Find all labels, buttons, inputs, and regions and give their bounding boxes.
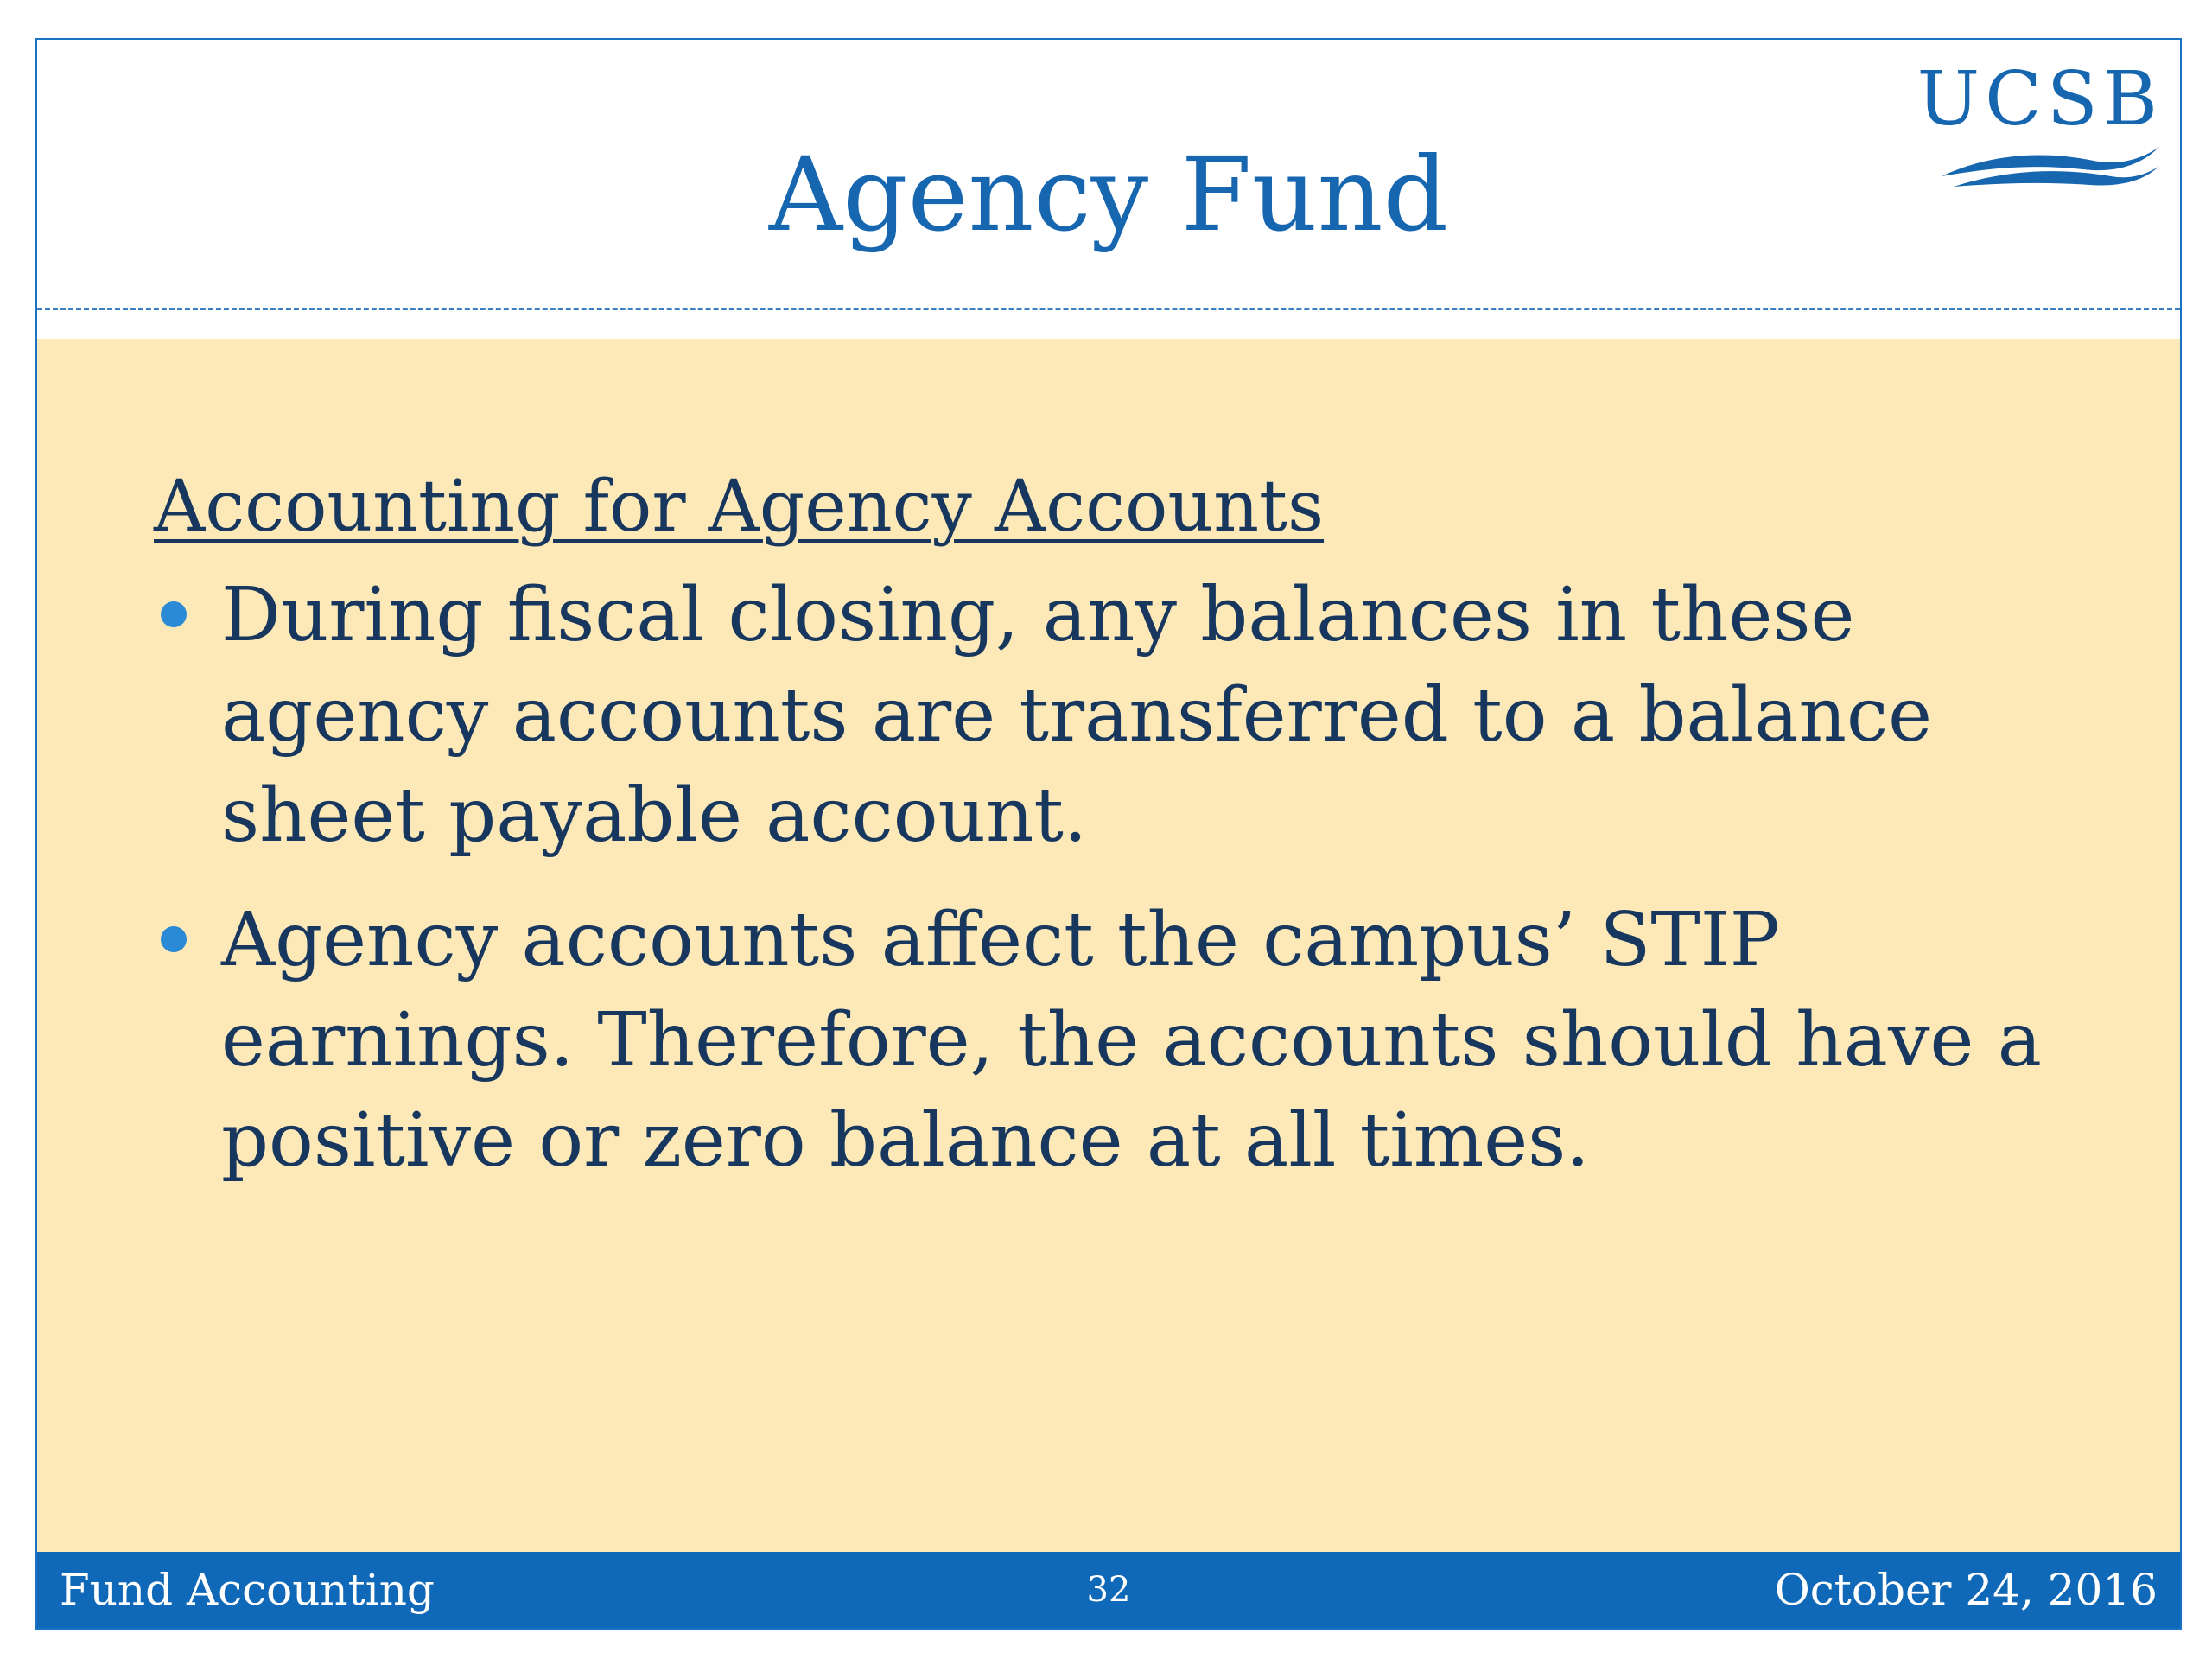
title-area xyxy=(37,40,2180,308)
footer-course-title: Fund Accounting xyxy=(60,1565,435,1615)
content-area xyxy=(37,339,2180,1593)
bullet-text: During fiscal closing, any balances in these agency accounts are transferred to a balance sheet payable account. xyxy=(221,572,1933,859)
bullet-icon xyxy=(161,926,187,952)
footer-date: October 24, 2016 xyxy=(1774,1565,2158,1615)
bullet-icon xyxy=(161,601,187,627)
slide xyxy=(35,38,2182,1630)
slide-title: Agency Fund xyxy=(768,135,1449,254)
bullet-list xyxy=(154,565,2115,1215)
section-heading: Accounting for Agency Accounts xyxy=(154,466,1325,548)
ucsb-logo xyxy=(1916,56,2163,192)
bullet-text: Agency accounts affect the campus’ STIP earnings. Therefore, the accounts should have a positive or zero balance at all times. xyxy=(221,897,2043,1184)
bullet-item xyxy=(154,565,2115,866)
title-divider xyxy=(37,308,2180,310)
footer-bar xyxy=(37,1552,2180,1628)
wave-icon xyxy=(1938,142,2163,190)
logo-text: UCSB xyxy=(1916,56,2163,143)
page-number: 32 xyxy=(1086,1570,1131,1610)
bullet-item xyxy=(154,890,2115,1191)
